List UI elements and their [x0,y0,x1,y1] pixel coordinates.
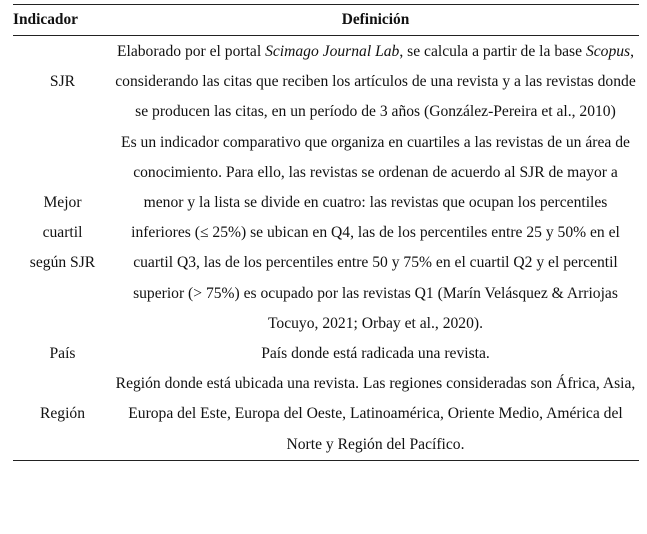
table-header-row [13,5,639,36]
definition-italic-database: Scopus [585,43,631,60]
indicator-cell [13,36,112,128]
indicator-label-line: Mejor [43,194,82,212]
definition-text-part: Elaborado por el portal [116,43,266,60]
header-definition: Definición [341,11,410,28]
indicator-cell [13,369,112,460]
indicator-label-line: cuartil [42,224,83,242]
definition-italic-source: Scimago Journal Lab [265,43,400,60]
definition-cell: País donde está radicada una revista. [261,345,490,363]
indicator-cell [13,339,112,369]
table-row-region [13,369,639,460]
definition-cell [112,36,639,128]
indicator-label: Región [39,405,86,423]
indicator-label: País [49,345,76,363]
indicator-table [13,4,639,461]
table-row-cuartil [13,128,639,339]
definition-text-part: , considerando las citas que reciben los artículos de una revista y a las revistas donde se producen las citas, en un período de 3 años (González-Pereira et al., 2010) [115,43,636,121]
definition-cell: Región donde está ubicada una revista. Las regiones consideradas son África, Asia, Europa del Este, Europa del Oeste, Latinoamérica, Oriente Medio, América del Norte y Región del Pacífico. [115,375,636,453]
indicator-label-line: según SJR [29,254,96,272]
indicator-table-container [13,4,639,461]
table-row-sjr [13,36,639,128]
definition-cell: Es un indicador comparativo que organiza en cuartiles a las revistas de un área de conocimiento. Para ello, las revistas se ordenan de acuerdo al SJR de mayor a menor y la lista se divide en cuatro: las revistas que ocupan los percentiles inferiores (≤ 25%) se ubican en Q4, las de los percentiles entre 25 y 50% en el cuartil Q3, las de los percentiles entre 50 y 75% en el cuartil Q2 y el percentil superior (> 75%) es ocupado por las revistas Q1 (Marín Velásquez & Arriojas Tocuyo, 2021; Orbay et al., 2020). [121,133,630,332]
indicator-label: SJR [49,72,76,90]
header-indicator: Indicador [13,11,78,28]
table-row-pais [13,339,639,369]
definition-text-part: , se calcula a partir de la base [399,43,586,60]
indicator-cell [13,128,112,339]
